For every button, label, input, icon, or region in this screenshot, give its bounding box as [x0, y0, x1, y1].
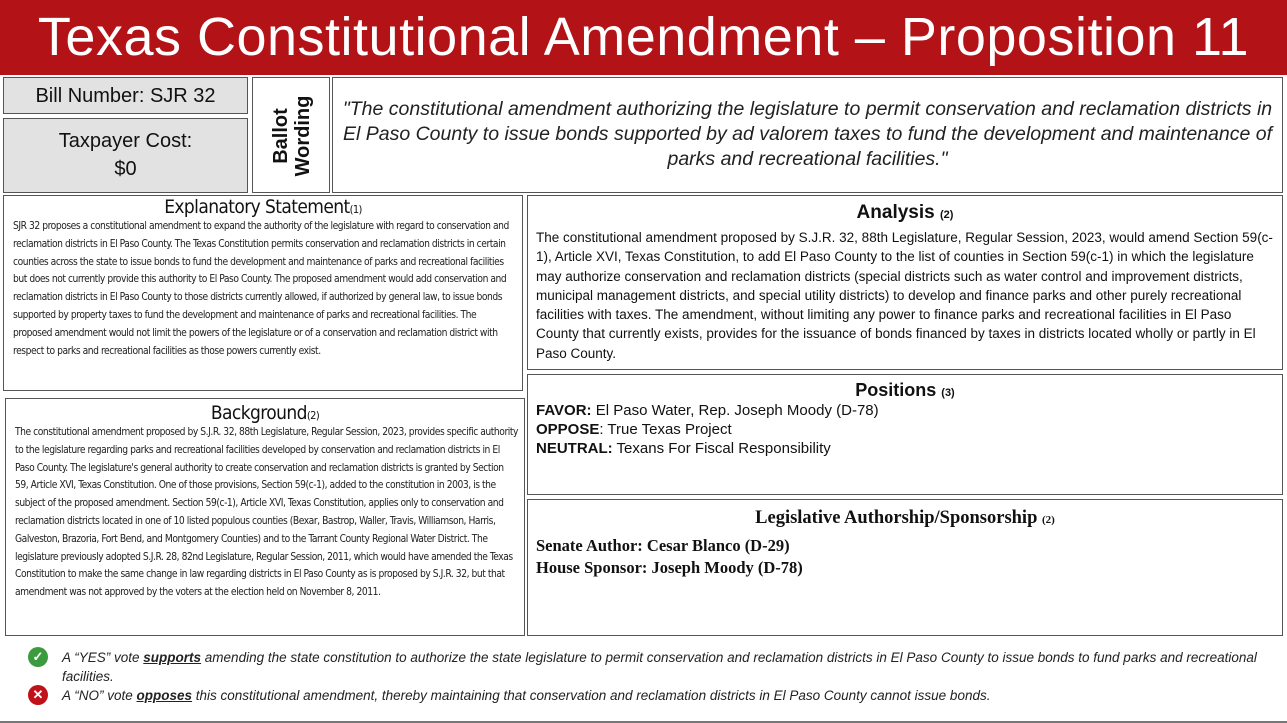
legislative-note: (2): [1042, 514, 1055, 526]
legislative-heading-text: Legislative Authorship/Sponsorship: [755, 508, 1038, 528]
background-body: The constitutional amendment proposed by S.J.R. 32, 88th Legislature, Regular Session, 2023, provides specific authority to the legislature regarding parks and recreational facilities developed by conservation and reclamation districts in El Paso County. The legislature's general authority to create conservation and reclamation districts is granted by Section 59, Article XVI, Texas Constitution. One of those provisions, Section 59(c-1), added to the constitution in 2003, is the subject of the proposed amendment. Section 59(c-1), Article XVI, Texas Constitution, applies only to conservation and reclamation districts located in one of 10 listed populous counties (Bexar, Bastrop, Waller, Travis, Williamson, Harris, Galveston, Brazoria, Fort Bend, and Montgomery Counties) and to the Tarrant County Regional Water District. The legislature previously adopted S.J.R. 28, 82nd Legislature, Regular Session, 2011, which would have amended the Texas Constitution to make the same change in law regarding districts in El Paso County as is proposed by S.J.R. 32, but that amendment was not approved by the voters at the election held on November 8, 2011.: [15, 427, 518, 599]
ballot-label-line1: Ballot: [270, 108, 292, 164]
positions-heading: [528, 380, 1282, 401]
yes-rest: amending the state constitution to authorize the state legislature to permit conservation and reclamation districts in El Paso County to issue bonds to fund parks and recreational facilities.: [62, 650, 1257, 684]
position-neutral: [536, 439, 1274, 458]
favor-value: El Paso Water, Rep. Joseph Moody (D-78): [591, 402, 879, 419]
yes-prefix: A “YES” vote: [62, 650, 144, 665]
neutral-label: NEUTRAL:: [536, 440, 613, 457]
analysis-note: (2): [939, 209, 954, 221]
no-rest: this constitutional amendment, thereby maintaining that conservation and reclamation districts in El Paso County cannot issue bonds.: [192, 688, 991, 703]
analysis-body: The constitutional amendment proposed by S.J.R. 32, 88th Legislature, Regular Session, 2023, would amend Section 59(c-1), Article XVI, Texas Constitution, to add El Paso County to the list of counties in Section 59(c-1) in which the legislature may authorize conservation and reclamation districts (special districts such as water control and improvement districts, municipal management districts, and special utility districts) to develop and finance parks and other purely recreational facilities with taxes. The amendment, without limiting any power to finance parks and recreational facilities in El Paso County that currently exists, provides for the issuance of bonds financed by taxes in districts located wholly or partly in El Paso County.: [536, 230, 1273, 361]
background-heading-text: Background: [210, 402, 307, 424]
no-vote-text: [62, 686, 1262, 705]
legislative-heading: [528, 508, 1282, 529]
explanatory-heading: [4, 196, 522, 218]
favor-label: FAVOR:: [536, 402, 592, 419]
explanatory-statement-panel: [3, 195, 523, 391]
explanatory-body: SJR 32 proposes a constitutional amendment to expand the authority of the legislature with regard to conservation and reclamation districts in El Paso County. The Texas Constitution permits conservation and reclamation districts in certain counties across the state to issue bonds to fund the development and maintenance of parks and recreational facilities but does not currently provide this authority to El Paso County. The proposed amendment would add conservation and reclamation districts in El Paso County to those districts currently allowed, if authorized by general law, to issue bonds supported by property taxes to fund the development and maintenance of parks and recreational facilities. The proposed amendment would not limit the powers of the legislature or of a conservation and reclamation district with respect to parks and recreational facilities as those powers currently exist.: [13, 221, 509, 357]
ballot-wording-label: [252, 77, 330, 193]
analysis-heading-text: Analysis: [856, 202, 935, 223]
analysis-panel: [527, 195, 1283, 370]
oppose-value: : True Texas Project: [599, 421, 732, 438]
positions-note: (3): [941, 387, 955, 399]
positions-heading-text: Positions: [855, 380, 937, 400]
explanatory-heading-text: Explanatory Statement: [164, 196, 350, 218]
neutral-value: Texans For Fiscal Responsibility: [612, 440, 831, 457]
positions-panel: [527, 374, 1283, 495]
background-heading: [6, 402, 524, 424]
background-note: (2): [306, 409, 320, 422]
ballot-label-line2: Wording: [292, 95, 314, 177]
x-icon: ✕: [28, 685, 48, 705]
bill-number-text: Bill Number: SJR 32: [35, 85, 216, 107]
senate-author: Senate Author: Cesar Blanco (D-29): [536, 536, 790, 555]
no-emphasis: opposes: [136, 688, 193, 703]
position-favor: [536, 401, 1274, 420]
check-icon: ✓: [28, 647, 48, 667]
bill-number: [3, 77, 248, 114]
house-sponsor: House Sponsor: Joseph Moody (D-78): [536, 558, 803, 577]
background-panel: [5, 398, 525, 636]
taxpayer-cost-value: $0: [114, 158, 137, 180]
ballot-wording-text: "The constitutional amendment authorizing the legislature to permit conservation and reclamation districts in El Paso County to issue bonds supported by ad valorem taxes to fund the development and maintenance of parks and recreational facilities.": [332, 77, 1283, 193]
no-prefix: A “NO” vote: [62, 688, 137, 703]
page-title: Texas Constitutional Amendment – Proposition 11: [37, 7, 1250, 67]
oppose-label: OPPOSE: [536, 421, 600, 438]
explanatory-note: (1): [349, 203, 362, 216]
position-oppose: [536, 420, 1274, 439]
yes-vote-text: [62, 648, 1262, 686]
legislative-panel: [527, 499, 1283, 636]
yes-emphasis: supports: [143, 650, 202, 665]
taxpayer-cost: [3, 118, 248, 193]
taxpayer-cost-label: Taxpayer Cost:: [58, 130, 193, 152]
analysis-heading: [528, 202, 1282, 224]
